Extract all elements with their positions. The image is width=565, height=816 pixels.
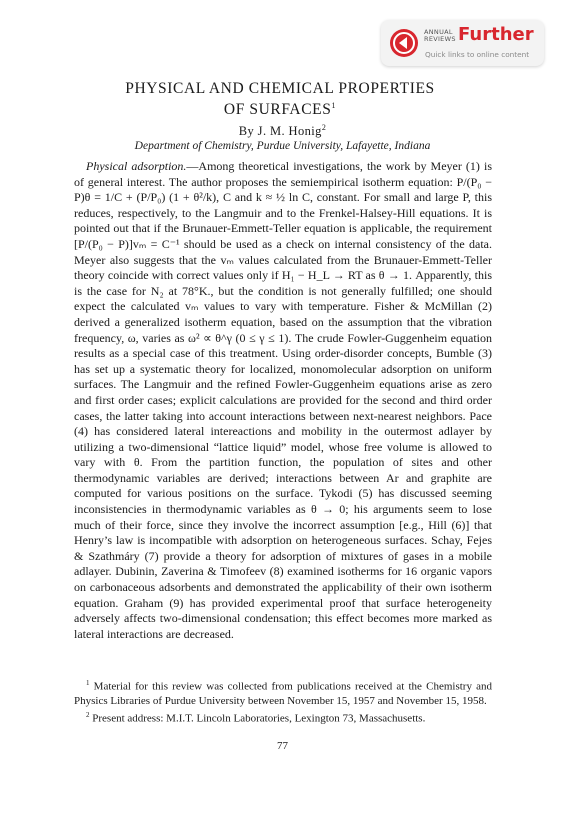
footnotes — [74, 676, 492, 725]
annual-reviews-further-banner[interactable] — [381, 20, 544, 66]
author-line — [0, 123, 565, 139]
annual-reviews-arrow-icon — [389, 28, 419, 58]
banner-further-label: Further — [458, 24, 534, 45]
footnote-2 — [74, 708, 492, 726]
footnote-1-text: Material for this review was collected from publications received at the Chemistry and Physics Libraries of Purdue University between November 15, 1957 and November 15, 1958. — [74, 680, 492, 707]
banner-annual-label: ANNUAL — [424, 28, 453, 36]
title-line-2 — [110, 97, 450, 118]
author-name: By J. M. Honig — [238, 124, 322, 139]
title-line-2-text: OF SURFACES — [223, 101, 332, 119]
section-lead: Physical adsorption. — [86, 159, 187, 173]
title-line-1: PHYSICAL AND CHEMICAL PROPERTIES — [125, 80, 435, 97]
body-text: —Among theoretical investigations, the work by Meyer (1) is of general interest. The author proposes the semiempirical isotherm equation: P/(P₀ − P)θ = 1/C + (P/P₀) (1 + θ²/k), C and k ≈ ½ ln C, constant. For small and large P, this reduces, respectively, to the Langmuir and to the Frenkel-Halsey-Hill equations. It is pointed out that if the Brunauer-Emmett-Teller equation is applicable, the requirement [P/(P₀ − P)]vₘ = C⁻¹ should be used as a check on internal consistency of the data. Meyer also suggests that the vₘ values calculated from the Brunauer-Emmett-Teller theory coincide with correct values only if H₁ − H_L → RT as θ → 1. Apparently, this is the case for N₂ at 78°K., but the condition is not generally fulfilled; one should expect the calculated vₘ values to vary with temperature. Fisher & McMillan (2) derived a generalized isotherm equation, based on the assumption that the vibration frequency, ω, varies as ω² ∝ θ^γ (0 ≤ γ ≤ 1). The crude Fowler-Guggenheim equation results as a special case of this treatment. Using order-disorder concepts, Bumble (3) has set up a systematic theory for localized, monomolecular adsorption on uniform surfaces. The Langmuir and the refined Fowler-Guggenheim equations arise as zero and first order cases; explicit calculations are provided for the second and third order cases, the latter taking into account interactions between next-nearest neighbors. Pace (4) has considered lateral intereactions and mobility in the outermost adlayer by utilizing a two-dimensional “lattice liquid” model, whose free volume is allowed to vary with θ. From the partition function, the population of sites and other thermodynamic variables are derived; interactions between Ar and graphite are computed for various positions on the surface. Tykodi (5) has discussed seeming inconsistencies in thermodynamic variables as θ → 0; his arguments seem to lose much of their force, since they involve the incorrect assumption [e.g., Hill (6)] that Henry’s law is incompatible with adsorption on heterogeneous surfaces. Schay, Fejes & Szathmáry (7) provide a theory for adsorption of mixtures of gases in a mobile adlayer. Dubinin, Zaverina & Timofeev (8) examined isotherms for 16 organic vapors on carbonaceous adsorbents and demonstrated the applicability of their own isotherm equation. Graham (9) has provided experimental proof that surface heterogeneity adversely affects two-dimensional condensation; this effect becomes more marked as lateral interactions are decreased. — [74, 159, 493, 641]
article-title — [110, 80, 450, 118]
banner-tagline: Quick links to online content — [425, 50, 530, 59]
body-paragraph — [74, 159, 492, 642]
page-number: 77 — [277, 740, 288, 752]
author-footnote-mark: 2 — [321, 123, 327, 132]
footnote-1 — [74, 676, 492, 708]
title-footnote-mark: 1 — [331, 101, 337, 110]
footnote-1-mark: 1 — [86, 679, 90, 687]
affiliation: Department of Chemistry, Purdue University, Lafayette, Indiana — [134, 140, 431, 152]
footnote-2-text: Present address: M.I.T. Lincoln Laboratories, Lexington 73, Massachusetts. — [89, 712, 426, 725]
footnote-2-mark: 2 — [86, 710, 90, 719]
banner-reviews-label: REVIEWS — [424, 35, 456, 43]
